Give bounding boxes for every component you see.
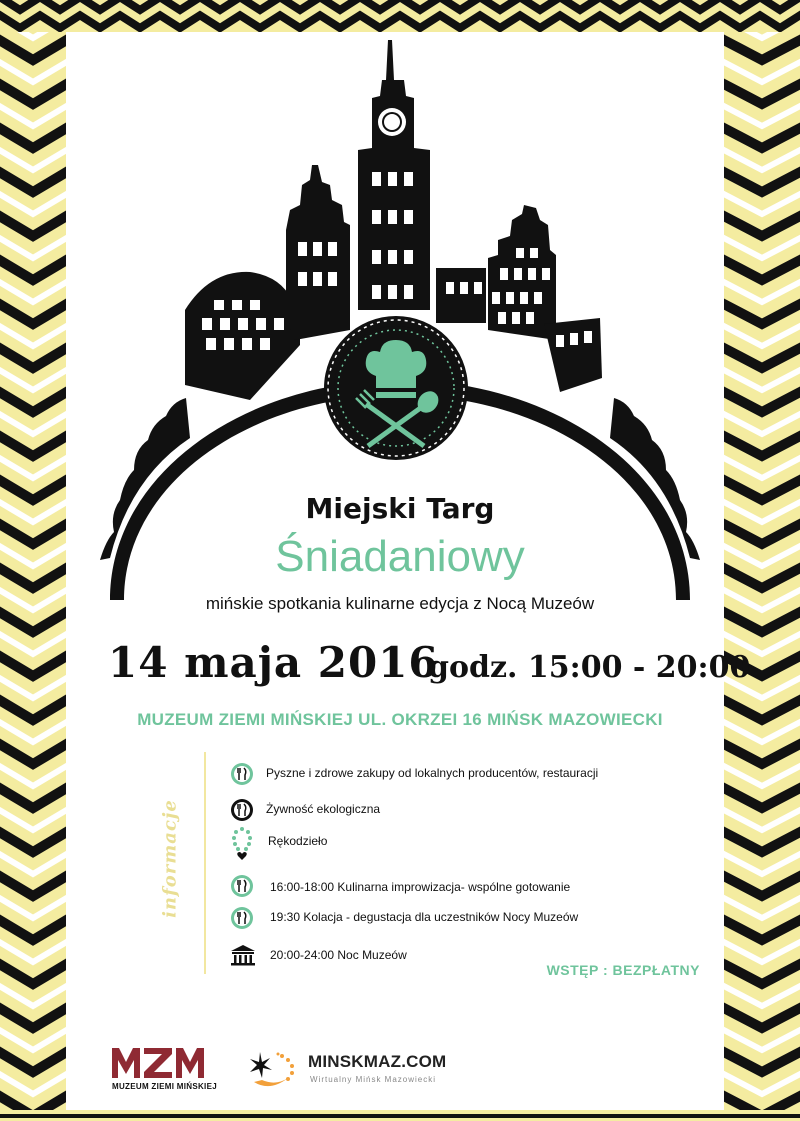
right-gable-building	[488, 205, 556, 340]
list-item-text: 19:30 Kolacja - degustacja dla uczestników Nocy Muzeów	[270, 910, 579, 924]
title-line-2: Śniadaniowy	[275, 532, 525, 581]
list-item	[230, 826, 670, 862]
list-item	[230, 796, 670, 824]
event-date: 14 maja 2016	[108, 638, 439, 687]
title-line-1: Miejski Targ	[305, 492, 495, 525]
info-divider	[204, 752, 206, 974]
mzm-logo	[112, 1046, 212, 1080]
minskmaz-logo-name: MINSKMAZ.COM	[308, 1052, 447, 1071]
list-item	[230, 872, 670, 900]
list-item	[230, 904, 670, 932]
cutlery-icon	[230, 874, 254, 898]
list-item-text: 20:00-24:00 Noc Muzeów	[270, 948, 407, 962]
chef-badge	[324, 316, 468, 460]
clock-tower	[358, 40, 430, 310]
cutlery-icon	[230, 906, 254, 930]
event-time: godz. 15:00 - 20:00	[428, 650, 751, 685]
left-building	[185, 272, 300, 400]
list-item-text: Żywność ekologiczna	[266, 802, 381, 816]
list-item-text: 16:00-18:00 Kulinarna improwizacja- wspólne gotowanie	[270, 880, 571, 894]
info-label-container	[142, 800, 202, 920]
list-item-text: Pyszne i zdrowe zakupy od lokalnych producentów, restauracji	[266, 766, 599, 780]
gable-building	[286, 165, 350, 340]
cutlery-icon	[230, 762, 254, 786]
subtitle: mińskie spotkania kulinarne edycja z Nocą Muzeów	[205, 594, 595, 613]
mzm-logo-text: MUZEUM ZIEMI MIŃSKIEJ	[112, 1082, 217, 1091]
event-address: MUZEUM ZIEMI MIŃSKIEJ UL. OKRZEI 16 MIŃSK MAZOWIECKI	[137, 710, 663, 729]
beads-icon	[230, 826, 254, 862]
cutlery-icon	[230, 798, 254, 822]
list-item	[230, 760, 670, 788]
minskmaz-logo-icon	[248, 1048, 300, 1090]
right-low-building	[436, 268, 486, 323]
list-item-text: Rękodzieło	[268, 834, 328, 848]
info-label: informacje	[159, 799, 181, 918]
chevron-border-bottom	[0, 1110, 800, 1121]
entry-free-label: WSTĘP : BEZPŁATNY	[546, 962, 700, 978]
far-right-building	[544, 318, 602, 392]
minskmaz-logo-tagline: Wirtualny Mińsk Mazowiecki	[310, 1075, 437, 1084]
